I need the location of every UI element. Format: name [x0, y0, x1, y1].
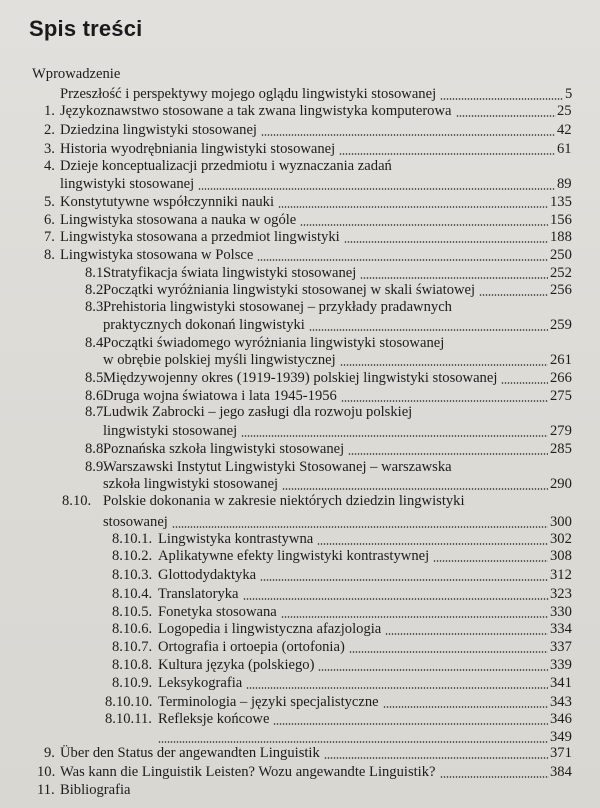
entry-number: 8.10.11.	[105, 711, 152, 727]
page-number: 279	[550, 423, 572, 439]
toc-line	[0, 175, 600, 193]
toc-line	[0, 603, 600, 621]
dot-leader	[273, 723, 548, 725]
toc-line	[0, 744, 600, 762]
dot-leader	[309, 329, 548, 331]
dot-leader	[260, 579, 548, 581]
dot-leader	[198, 188, 555, 190]
dot-leader	[282, 488, 548, 490]
toc-line	[0, 334, 600, 352]
toc-line	[0, 693, 600, 711]
entry-number: 8.	[44, 247, 55, 263]
dot-leader	[385, 633, 548, 635]
page-number: 135	[550, 194, 572, 210]
entry-number: 8.2.	[85, 282, 107, 298]
entry-number: 8.10.7.	[112, 639, 153, 655]
dot-leader	[339, 153, 555, 155]
entry-title: Über den Status der angewandten Linguistik	[60, 745, 320, 761]
entry-title: Translatoryka	[158, 586, 239, 602]
page-number: 323	[550, 586, 572, 602]
entry-number: 2.	[44, 122, 55, 138]
toc-line	[0, 781, 600, 799]
toc-line	[0, 403, 600, 421]
entry-title: Lingwistyka stosowana a nauka w ogóle	[60, 212, 297, 228]
entry-number: 7.	[44, 229, 55, 245]
page-number: 285	[550, 441, 572, 457]
entry-number: 8.8.	[85, 441, 107, 457]
dot-leader	[257, 259, 548, 261]
toc-line	[0, 620, 600, 638]
page-number: 349	[550, 729, 572, 745]
dot-leader	[158, 741, 548, 743]
page-number: 300	[550, 514, 572, 530]
dot-leader	[324, 757, 548, 759]
entry-title: Dziedzina lingwistyki stosowanej	[60, 122, 257, 138]
page-number: 312	[550, 567, 572, 583]
entry-number: 11.	[37, 782, 55, 798]
toc-line	[0, 228, 600, 246]
toc-line	[0, 246, 600, 264]
entry-title: Lingwistyka kontrastywna	[158, 531, 314, 547]
toc-line	[0, 298, 600, 316]
toc-line	[0, 547, 600, 565]
entry-title: Leksykografia	[158, 675, 243, 691]
entry-number: 10.	[37, 764, 56, 780]
page-number: 346	[550, 711, 572, 727]
dot-leader	[440, 98, 563, 100]
page-title: Spis treści	[29, 16, 143, 41]
dot-leader	[261, 134, 555, 136]
toc-line	[0, 369, 600, 387]
dot-leader	[440, 776, 549, 778]
dot-leader	[241, 435, 548, 437]
entry-number: 8.9.	[85, 459, 107, 475]
entry-number: 8.10.4.	[112, 586, 153, 602]
toc-line	[0, 102, 600, 120]
entry-number: 8.10.6.	[112, 621, 153, 637]
toc-line	[0, 85, 600, 103]
page-number: 371	[550, 745, 572, 761]
dot-leader	[172, 526, 548, 528]
entry-number: 8.10.	[62, 493, 92, 509]
dot-leader	[348, 453, 548, 455]
entry-number: 8.1.	[85, 265, 107, 281]
entry-title: Początki świadomego wyróżniania lingwistyki stosowanej	[103, 335, 445, 351]
entry-title: Ludwik Zabrocki – jego zasługi dla rozwoju polskiej	[103, 404, 413, 420]
entry-number: 1.	[44, 103, 55, 119]
page-number: 5	[565, 86, 573, 102]
entry-title: stosowanej	[103, 514, 168, 530]
page-number: 384	[550, 764, 572, 780]
entry-title: szkoła lingwistyki stosowanej	[103, 476, 279, 492]
entry-title: praktycznych dokonań lingwistyki	[103, 317, 305, 333]
entry-number: 6.	[44, 212, 55, 228]
toc-line	[0, 157, 600, 175]
page-number: 275	[550, 388, 572, 404]
entry-number: 8.5.	[85, 370, 107, 386]
toc-line	[0, 351, 600, 369]
entry-title: Historia wyodrębniania lingwistyki stosowanej	[60, 141, 336, 157]
dot-leader	[278, 206, 548, 208]
page-number: 42	[557, 122, 572, 138]
dot-leader	[360, 277, 548, 279]
dot-leader	[318, 669, 548, 671]
toc-line	[0, 763, 600, 781]
entry-title: Glottodydaktyka	[158, 567, 257, 583]
entry-title: Was kann die Linguistik Leisten? Wozu angewandte Linguistik?	[60, 764, 436, 780]
entry-title: Dzieje konceptualizacji przedmiotu i wyznaczania zadań	[60, 158, 392, 174]
entry-title: Stratyfikacja świata lingwistyki stosowanej	[103, 265, 357, 281]
entry-title: Refleksje końcowe	[158, 711, 270, 727]
entry-title: Bibliografia	[60, 782, 131, 798]
dot-leader	[300, 224, 548, 226]
toc-line	[0, 65, 600, 83]
dot-leader	[456, 115, 556, 117]
dot-leader	[501, 382, 548, 384]
page-number: 156	[550, 212, 572, 228]
toc-line	[0, 211, 600, 229]
entry-title: w obrębie polskiej myśli lingwistycznej	[103, 352, 336, 368]
entry-number: 8.10.9.	[112, 675, 153, 691]
page-number: 337	[550, 639, 572, 655]
entry-number: 8.7.	[85, 404, 107, 420]
page-number: 89	[557, 176, 572, 192]
page-number: 302	[550, 531, 572, 547]
entry-title: Przeszłość i perspektywy mojego oglądu lingwistyki stosowanej	[60, 86, 437, 102]
toc-line	[0, 710, 600, 728]
toc-line	[0, 513, 600, 531]
page-number: 290	[550, 476, 572, 492]
toc-line	[0, 585, 600, 603]
page-number: 25	[557, 103, 572, 119]
entry-number: 8.10.3.	[112, 567, 153, 583]
toc-line	[0, 674, 600, 692]
page-number: 61	[557, 141, 572, 157]
entry-title: Warszawski Instytut Lingwistyki Stosowanej – warszawska	[103, 459, 452, 475]
entry-title: Wprowadzenie	[32, 66, 121, 82]
dot-leader	[344, 241, 548, 243]
entry-title: Poznańska szkoła lingwistyki stosowanej	[103, 441, 345, 457]
entry-number: 8.10.10.	[105, 694, 153, 710]
entry-title: Lingwistyka stosowana a przedmiot lingwistyki	[60, 229, 340, 245]
entry-title: Druga wojna światowa i lata 1945-1956	[103, 388, 337, 404]
dot-leader	[433, 560, 548, 562]
entry-title: Międzywojenny okres (1919-1939) polskiej lingwistyki stosowanej	[103, 370, 498, 386]
entry-title: lingwistyki stosowanej	[103, 423, 238, 439]
page-number: 266	[550, 370, 572, 386]
toc-line	[0, 656, 600, 674]
toc-line	[0, 140, 600, 158]
dot-leader	[349, 651, 548, 653]
page-number: 330	[550, 604, 572, 620]
entry-number: 8.4.	[85, 335, 107, 351]
dot-leader	[317, 543, 548, 545]
page-number: 259	[550, 317, 572, 333]
toc-line	[0, 281, 600, 299]
entry-title: Początki wyróżniania lingwistyki stosowanej w skali światowej	[103, 282, 476, 298]
entry-number: 4.	[44, 158, 55, 174]
toc-line	[0, 264, 600, 282]
toc-line	[0, 458, 600, 476]
entry-number: 8.3.	[85, 299, 107, 315]
page-number: 308	[550, 548, 572, 564]
entry-number: 8.10.5.	[112, 604, 153, 620]
page-number: 339	[550, 657, 572, 673]
dot-leader	[243, 598, 549, 600]
page-number: 188	[550, 229, 572, 245]
entry-title: Terminologia – języki specjalistyczne	[158, 694, 379, 710]
entry-number: 5.	[44, 194, 55, 210]
dot-leader	[479, 294, 548, 296]
entry-number: 8.10.2.	[112, 548, 153, 564]
entry-number: 8.6.	[85, 388, 107, 404]
entry-title: Logopedia i lingwistyczna afazjologia	[158, 621, 382, 637]
page-number: 261	[550, 352, 572, 368]
entry-title: lingwistyki stosowanej	[60, 176, 195, 192]
entry-title: Lingwistyka stosowana w Polsce	[60, 247, 254, 263]
entry-number: 8.10.8.	[112, 657, 153, 673]
entry-title: Prehistoria lingwistyki stosowanej – przykłady pradawnych	[103, 299, 452, 315]
page-number: 343	[550, 694, 572, 710]
toc-line	[0, 530, 600, 548]
toc-line	[0, 193, 600, 211]
entry-title: Językoznawstwo stosowane a tak zwana lingwistyka komputerowa	[60, 103, 452, 119]
entry-title: Polskie dokonania w zakresie niektórych dziedzin lingwistyki	[103, 493, 465, 509]
page-number: 252	[550, 265, 572, 281]
entry-title: Konstytutywne współczynniki nauki	[60, 194, 275, 210]
toc-line	[0, 316, 600, 334]
dot-leader	[383, 706, 548, 708]
page-number: 334	[550, 621, 572, 637]
toc-line	[0, 566, 600, 584]
page-number: 341	[550, 675, 572, 691]
dot-leader	[246, 687, 548, 689]
toc-line	[0, 475, 600, 493]
toc-line	[0, 492, 600, 510]
entry-number: 9.	[44, 745, 55, 761]
dot-leader	[340, 364, 548, 366]
entry-title: Aplikatywne efekty lingwistyki kontrastywnej	[158, 548, 430, 564]
toc-line	[0, 638, 600, 656]
toc-line	[0, 422, 600, 440]
entry-title: Fonetyka stosowana	[158, 604, 277, 620]
entry-number: 8.10.1.	[112, 531, 153, 547]
entry-number: 3.	[44, 141, 55, 157]
dot-leader	[341, 400, 548, 402]
entry-title: Ortografia i ortoepia (ortofonia)	[158, 639, 345, 655]
dot-leader	[281, 616, 548, 618]
toc-line	[0, 121, 600, 139]
page-number: 250	[550, 247, 572, 263]
toc-line	[0, 440, 600, 458]
page-number: 256	[550, 282, 572, 298]
entry-title: Kultura języka (polskiego)	[158, 657, 315, 673]
